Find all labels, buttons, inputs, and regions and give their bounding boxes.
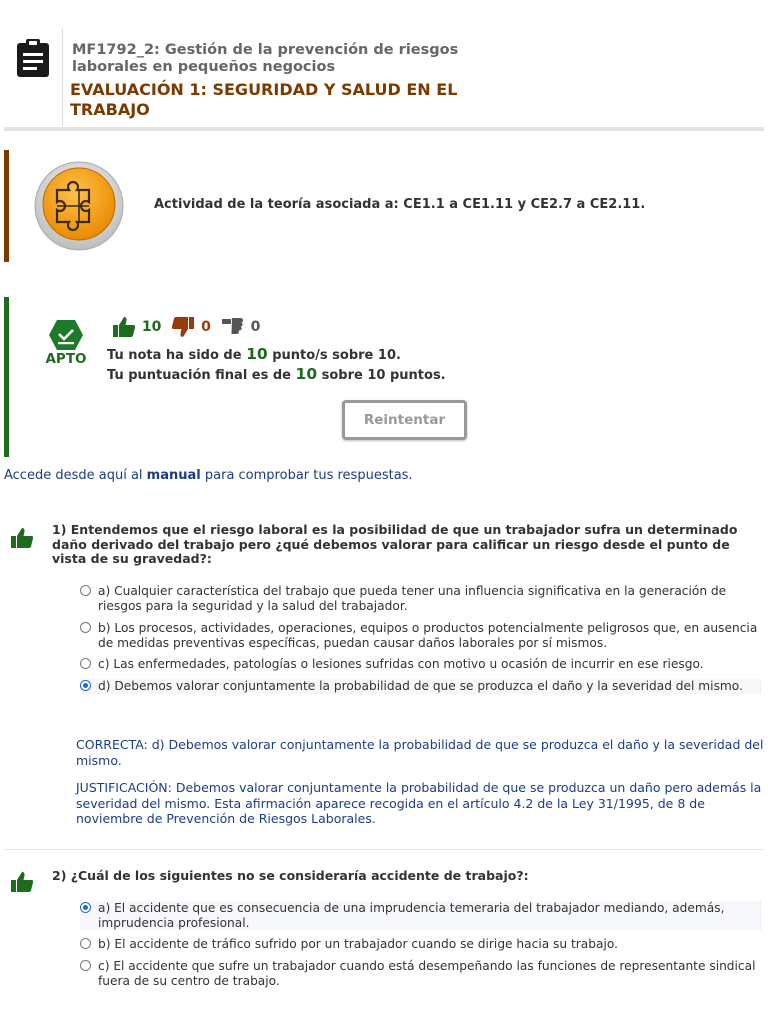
check-badge-icon: [48, 319, 84, 351]
question-text: 1) Entendemos que el riesgo laboral es la posibilidad de que un trabajador sufra un determinado daño derivado del trabajo pero ¿qué debemos valorar para calificar un riesgo desde el punto de vista de su gravedad?:: [52, 522, 738, 566]
header-divider: [4, 127, 764, 131]
justification-feedback: JUSTIFICACIÓN: Debemos valorar conjuntamente la probabilidad de que se produzca un daño pero además la severidad del mismo. Esta afirmación aparece recogida en el artículo 4.2 de la Ley 31/1995, de 8 de noviembre de Prevención de Riesgos Laborales.: [76, 780, 762, 826]
answer-option-selected[interactable]: d) Debemos valorar conjuntamente la probabilidad de que se produzca el daño y la severidad del mismo.: [80, 679, 761, 694]
puzzle-icon: [33, 160, 125, 252]
radio-button[interactable]: [80, 622, 91, 633]
thumbs-up-icon: [10, 872, 34, 892]
activity-panel: [4, 150, 768, 262]
answer-counts: [113, 317, 266, 337]
radio-button[interactable]: [80, 938, 91, 949]
thumbs-up-icon: [113, 317, 135, 337]
radio-button[interactable]: [80, 585, 91, 596]
final-score-value: 10: [295, 365, 318, 383]
manual-line: Accede desde aquí al manual para comprobar tus respuestas.: [4, 468, 413, 483]
score-value: 10: [246, 345, 268, 363]
question-text: 2) ¿Cuál de los siguientes no se consideraría accidente de trabajo?:: [52, 868, 529, 883]
result-panel: [4, 297, 768, 457]
activity-description: Actividad de la teoría asociada a: CE1.1 a CE1.11 y CE2.7 a CE2.11.: [154, 197, 646, 212]
page-header: [0, 0, 768, 132]
question-divider: [4, 849, 764, 850]
thumbs-sideways-icon: [222, 317, 244, 337]
course-title: MF1792_2: Gestión de la prevención de riesgos laborales en pequeños negocios: [72, 42, 459, 75]
answer-option[interactable]: a) Cualquier característica del trabajo que pueda tener una influencia significativa en la generación de riesgos para la seguridad y la salud del trabajador.: [80, 584, 760, 613]
unanswered-count: 0: [250, 319, 261, 335]
radio-button[interactable]: [80, 658, 91, 669]
thumbs-down-icon: [172, 317, 194, 337]
final-score-line: Tu puntuación final es de 10 sobre 10 puntos.: [107, 365, 446, 383]
radio-button-checked[interactable]: [80, 902, 91, 913]
radio-button[interactable]: [80, 960, 91, 971]
retry-button[interactable]: Reintentar: [342, 400, 467, 440]
status-badge: [42, 319, 90, 367]
correct-count: 10: [141, 319, 162, 335]
header-icon-cell: [4, 28, 63, 126]
incorrect-count: 0: [201, 319, 211, 335]
radio-button-checked[interactable]: [80, 680, 91, 691]
clipboard-icon: [16, 38, 50, 78]
score-line: Tu nota ha sido de 10 punto/s sobre 10.: [107, 345, 401, 363]
manual-link[interactable]: manual: [146, 468, 201, 483]
evaluation-title: EVALUACIÓN 1: SEGURIDAD Y SALUD EN EL TRABAJO: [70, 80, 458, 119]
answer-option[interactable]: c) Las enfermedades, patologías o lesiones sufridas con motivo u ocasión de incurrir en ese riesgo.: [80, 657, 760, 672]
answer-option[interactable]: c) El accidente que sufre un trabajador cuando está desempeñando las funciones de representante sindical fuera de su centro de trabajo.: [80, 959, 760, 988]
status-label: APTO: [45, 351, 87, 367]
thumbs-up-icon: [10, 528, 34, 548]
answer-option[interactable]: b) El accidente de tráfico sufrido por un trabajador cuando se dirige hacia su trabajo.: [80, 937, 760, 952]
answer-option-selected[interactable]: a) El accidente que es consecuencia de una imprudencia temeraria del trabajador mediando, además, imprudencia profesional.: [80, 901, 761, 930]
answer-option[interactable]: b) Los procesos, actividades, operaciones, equipos o productos potencialmente peligrosos que, en ausencia de medidas preventivas específicas, puedan causar daños laborales por sí mismos.: [80, 621, 760, 650]
correct-answer-feedback: CORRECTA: d) Debemos valorar conjuntamente la probabilidad de que se produzca el daño y la severidad del mismo.: [76, 737, 764, 768]
